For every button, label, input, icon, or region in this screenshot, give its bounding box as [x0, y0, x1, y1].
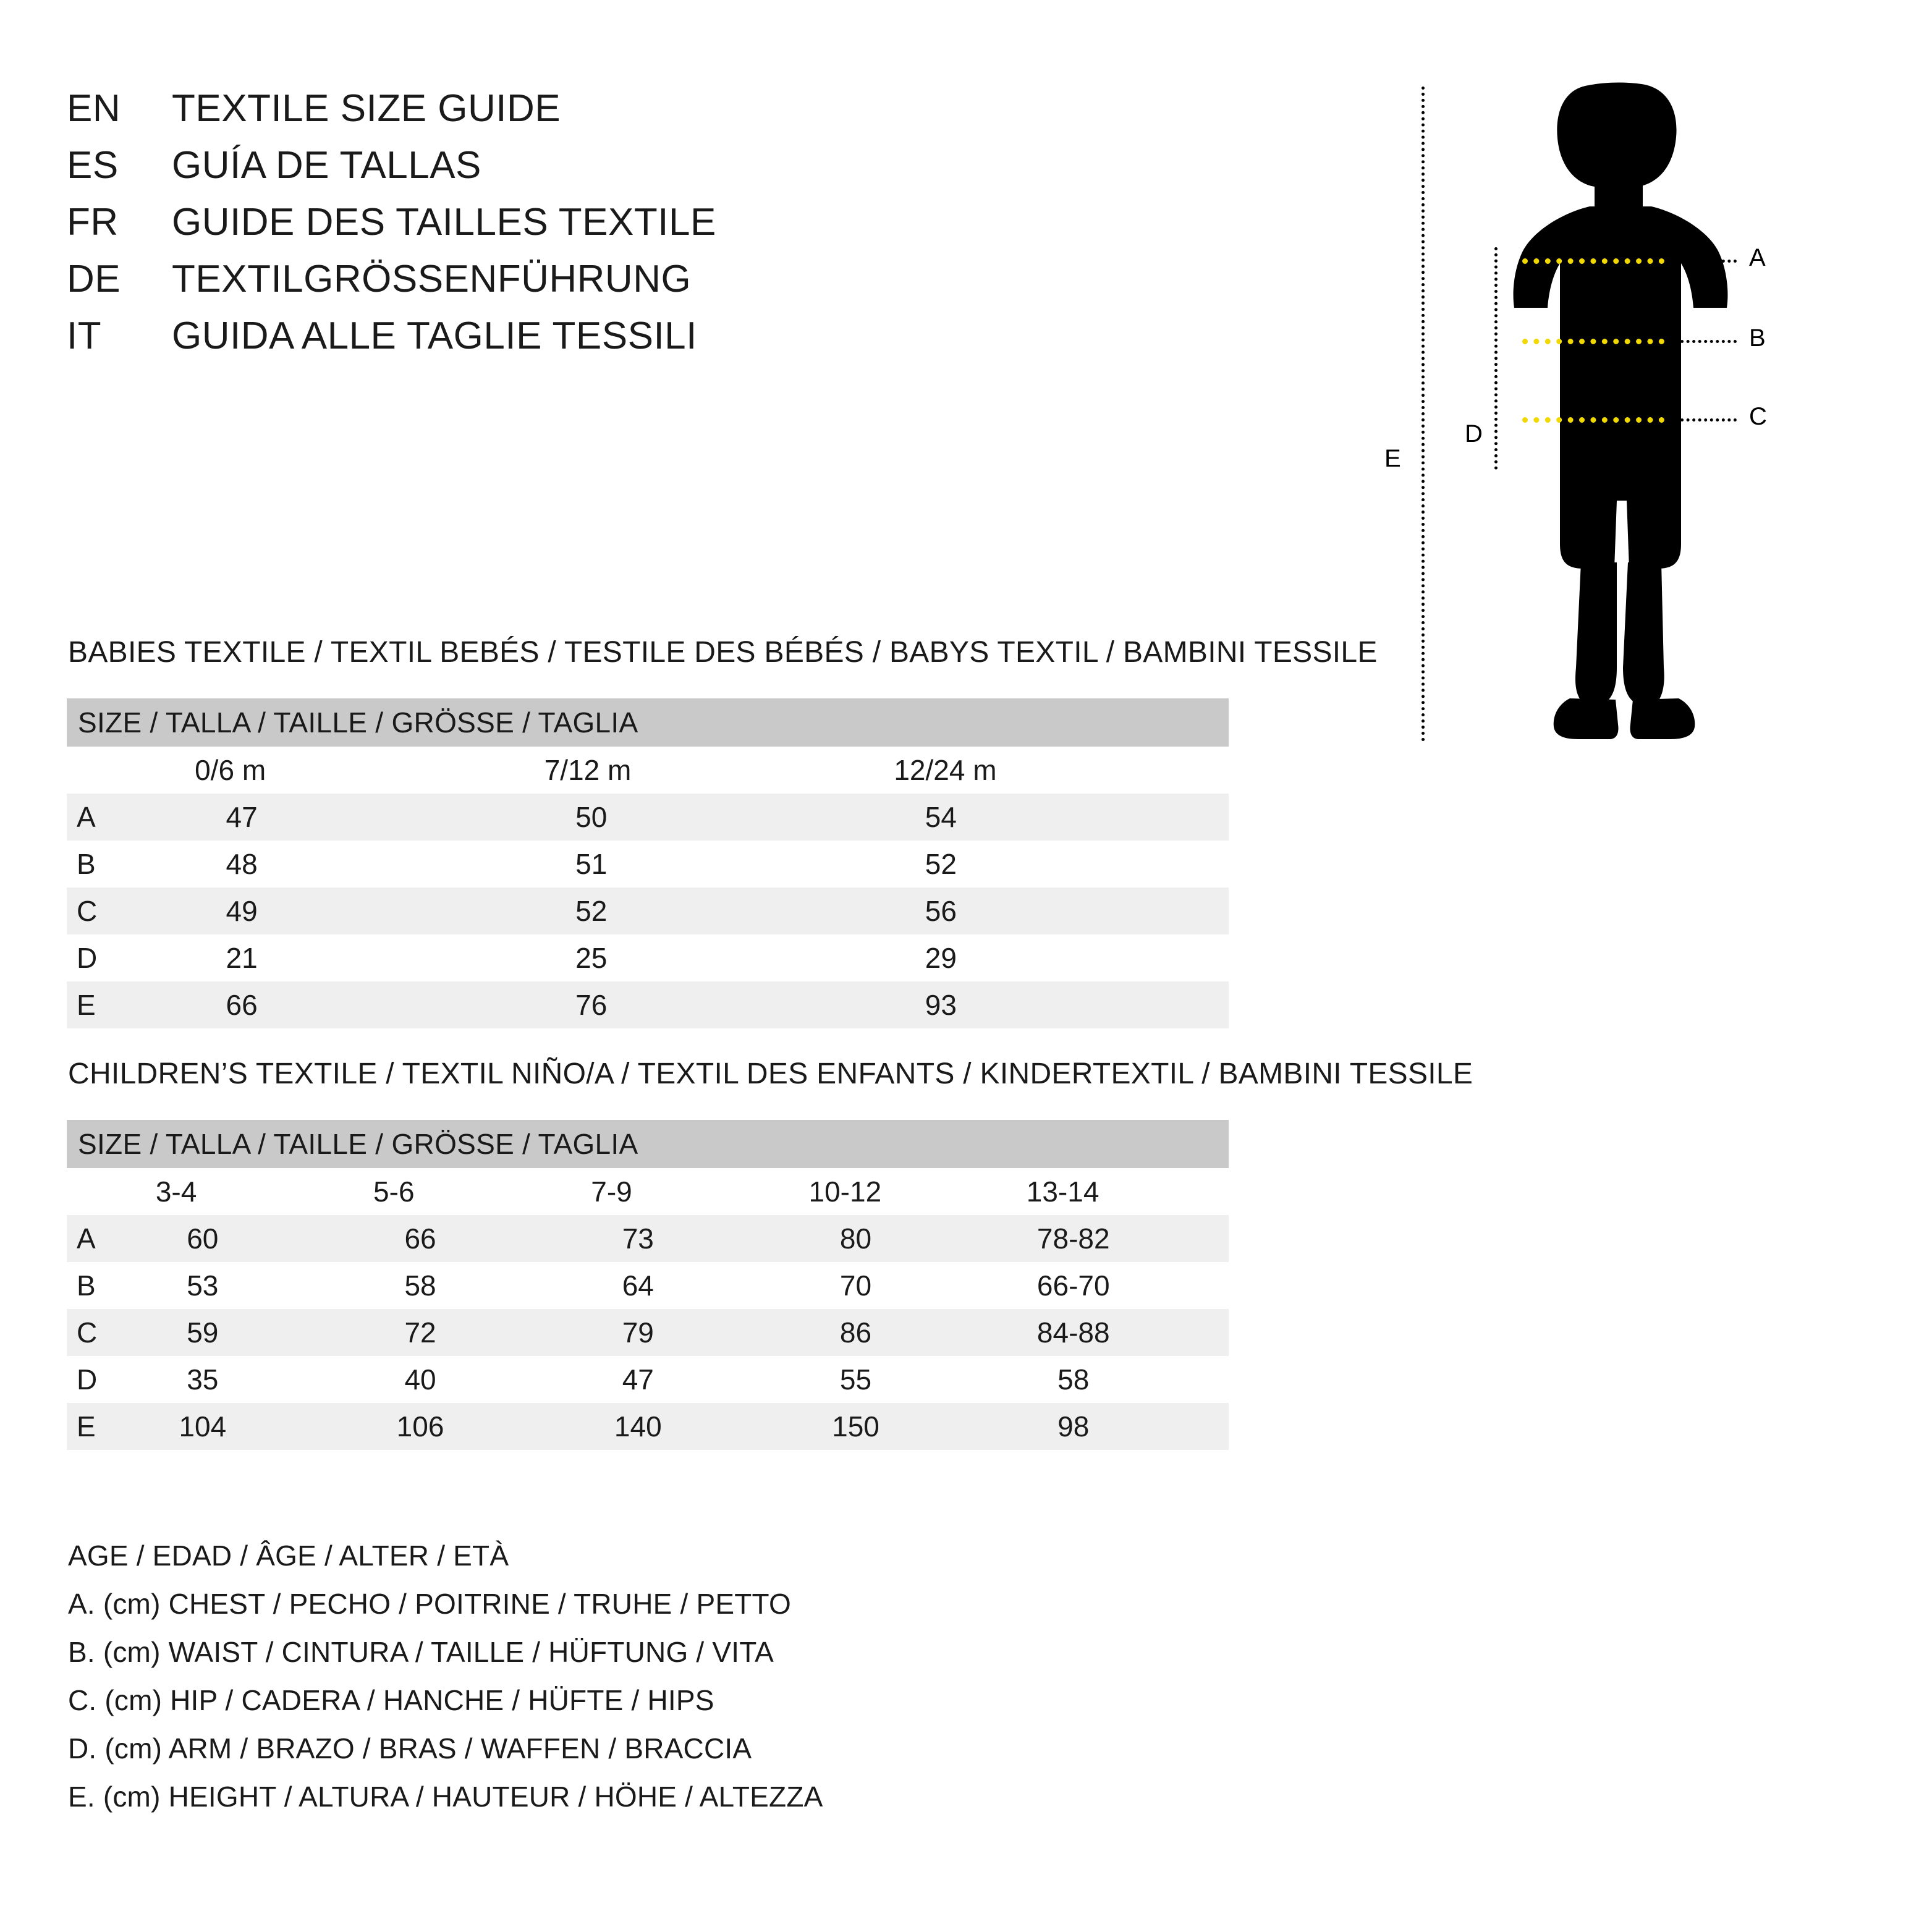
children-cell-b-1: 58	[358, 1262, 575, 1309]
children-cell-d-0: 35	[140, 1356, 358, 1403]
table-row	[67, 1309, 1229, 1356]
children-cell-b-3: 70	[794, 1262, 1011, 1309]
table-row	[67, 934, 1229, 981]
babies-column-0: 0/6 m	[180, 747, 530, 794]
children-cell-a-1: 66	[358, 1215, 575, 1262]
babies-row-label-b: B	[67, 841, 180, 888]
title-text-it: GUIDA ALLE TAGLIE TESSILI	[172, 315, 697, 357]
height-guide-line	[1421, 87, 1425, 742]
legend-height: E. (cm) HEIGHT / ALTURA / HAUTEUR / HÖHE / ALTEZZA	[68, 1781, 823, 1813]
chest-leader-line	[1669, 260, 1737, 263]
babies-cell-e-1: 76	[530, 981, 879, 1028]
title-lang-de: DE	[67, 258, 121, 300]
children-cell-d-2: 47	[575, 1356, 793, 1403]
children-cell-c-4: 84-88	[1011, 1309, 1229, 1356]
title-row-it	[67, 314, 1241, 371]
babies-table-header-row	[67, 698, 1229, 747]
children-cell-a-4: 78-82	[1011, 1215, 1229, 1262]
babies-cell-e-0: 66	[180, 981, 530, 1028]
children-cell-d-1: 40	[358, 1356, 575, 1403]
babies-cell-e-2: 93	[879, 981, 1229, 1028]
babies-size-table	[67, 698, 1229, 1028]
babies-cell-c-1: 52	[530, 888, 879, 934]
babies-cell-b-0: 48	[180, 841, 530, 888]
waist-leader-line	[1669, 340, 1737, 343]
babies-cell-d-2: 29	[879, 934, 1229, 981]
babies-cell-a-0: 47	[180, 794, 530, 841]
figure-label-a: A	[1749, 244, 1766, 271]
children-cell-e-4: 98	[1011, 1403, 1229, 1450]
legend-block	[68, 1539, 1304, 1828]
figure-label-d: D	[1465, 420, 1483, 447]
children-row-label-a: A	[67, 1215, 140, 1262]
legend-age: AGE / EDAD / ÂGE / ALTER / ETÀ	[68, 1540, 509, 1572]
children-columns-row	[67, 1168, 1229, 1215]
children-size-header: SIZE / TALLA / TAILLE / GRÖSSE / TAGLIA	[67, 1120, 1229, 1168]
children-row-label-e: E	[67, 1403, 140, 1450]
title-text-en: TEXTILE SIZE GUIDE	[172, 87, 561, 130]
children-table-header-row	[67, 1120, 1229, 1168]
children-row-label-d: D	[67, 1356, 140, 1403]
title-lang-es: ES	[67, 144, 119, 187]
children-cell-c-0: 59	[140, 1309, 358, 1356]
title-row-en	[67, 87, 1241, 143]
babies-cell-d-0: 21	[180, 934, 530, 981]
children-corner-cell	[67, 1168, 140, 1215]
children-size-table	[67, 1120, 1229, 1450]
table-row	[67, 1262, 1229, 1309]
babies-column-1: 7/12 m	[530, 747, 879, 794]
children-cell-b-4: 66-70	[1011, 1262, 1229, 1309]
figure-label-b: B	[1749, 324, 1766, 352]
legend-arm: D. (cm) ARM / BRAZO / BRAS / WAFFEN / BRACCIA	[68, 1732, 752, 1765]
children-cell-b-2: 64	[575, 1262, 793, 1309]
babies-cell-a-2: 54	[879, 794, 1229, 841]
table-row	[67, 1403, 1229, 1450]
children-column-3: 10-12	[794, 1168, 1011, 1215]
babies-cell-b-1: 51	[530, 841, 879, 888]
babies-cell-a-1: 50	[530, 794, 879, 841]
child-silhouette-icon	[1496, 74, 1755, 748]
title-block	[67, 87, 1241, 371]
children-cell-e-1: 106	[358, 1403, 575, 1450]
children-column-1: 5-6	[358, 1168, 575, 1215]
children-cell-e-3: 150	[794, 1403, 1011, 1450]
title-lang-it: IT	[67, 315, 102, 357]
hip-measure-line	[1522, 417, 1664, 423]
table-row	[67, 794, 1229, 841]
table-row	[67, 841, 1229, 888]
babies-cell-c-2: 56	[879, 888, 1229, 934]
title-lang-en: EN	[67, 87, 121, 130]
title-row-es	[67, 143, 1241, 200]
children-cell-c-1: 72	[358, 1309, 575, 1356]
table-row	[67, 888, 1229, 934]
children-cell-d-4: 58	[1011, 1356, 1229, 1403]
children-cell-b-0: 53	[140, 1262, 358, 1309]
children-cell-a-0: 60	[140, 1215, 358, 1262]
children-cell-a-3: 80	[794, 1215, 1011, 1262]
children-column-2: 7-9	[575, 1168, 793, 1215]
title-text-de: TEXTILGRÖSSENFÜHRUNG	[172, 258, 692, 300]
babies-section-heading: BABIES TEXTILE / TEXTIL BEBÉS / TESTILE DES BÉBÉS / BABYS TEXTIL / BAMBINI TESSILE	[68, 636, 1378, 669]
children-cell-e-2: 140	[575, 1403, 793, 1450]
legend-hip: C. (cm) HIP / CADERA / HANCHE / HÜFTE / HIPS	[68, 1684, 714, 1716]
table-row	[67, 1215, 1229, 1262]
babies-corner-cell	[67, 747, 180, 794]
chest-measure-line	[1522, 258, 1664, 264]
measurement-figure	[1384, 74, 1873, 754]
figure-label-c: C	[1749, 403, 1767, 430]
babies-column-2: 12/24 m	[879, 747, 1229, 794]
children-cell-a-2: 73	[575, 1215, 793, 1262]
babies-row-label-c: C	[67, 888, 180, 934]
legend-chest: A. (cm) CHEST / PECHO / POITRINE / TRUHE / PETTO	[68, 1588, 791, 1620]
babies-size-header: SIZE / TALLA / TAILLE / GRÖSSE / TAGLIA	[67, 698, 1229, 747]
table-row	[67, 981, 1229, 1028]
title-text-fr: GUIDE DES TAILLES TEXTILE	[172, 201, 716, 244]
title-row-fr	[67, 200, 1241, 257]
legend-waist: B. (cm) WAIST / CINTURA / TAILLE / HÜFTUNG / VITA	[68, 1636, 774, 1668]
figure-label-e: E	[1384, 445, 1401, 472]
waist-measure-line	[1522, 339, 1664, 344]
children-cell-e-0: 104	[140, 1403, 358, 1450]
children-cell-c-2: 79	[575, 1309, 793, 1356]
children-cell-d-3: 55	[794, 1356, 1011, 1403]
children-section-heading: CHILDREN’S TEXTILE / TEXTIL NIÑO/A / TEXTIL DES ENFANTS / KINDERTEXTIL / BAMBINI TESSILE	[68, 1057, 1473, 1090]
babies-columns-row	[67, 747, 1229, 794]
babies-row-label-a: A	[67, 794, 180, 841]
babies-row-label-d: D	[67, 934, 180, 981]
hip-leader-line	[1669, 418, 1737, 422]
children-column-4: 13-14	[1011, 1168, 1229, 1215]
title-text-es: GUÍA DE TALLAS	[172, 144, 481, 187]
children-row-label-c: C	[67, 1309, 140, 1356]
table-row	[67, 1356, 1229, 1403]
children-row-label-b: B	[67, 1262, 140, 1309]
title-lang-fr: FR	[67, 201, 119, 244]
children-column-0: 3-4	[140, 1168, 358, 1215]
title-row-de	[67, 257, 1241, 314]
babies-cell-c-0: 49	[180, 888, 530, 934]
children-cell-c-3: 86	[794, 1309, 1011, 1356]
babies-cell-d-1: 25	[530, 934, 879, 981]
babies-row-label-e: E	[67, 981, 180, 1028]
babies-cell-b-2: 52	[879, 841, 1229, 888]
